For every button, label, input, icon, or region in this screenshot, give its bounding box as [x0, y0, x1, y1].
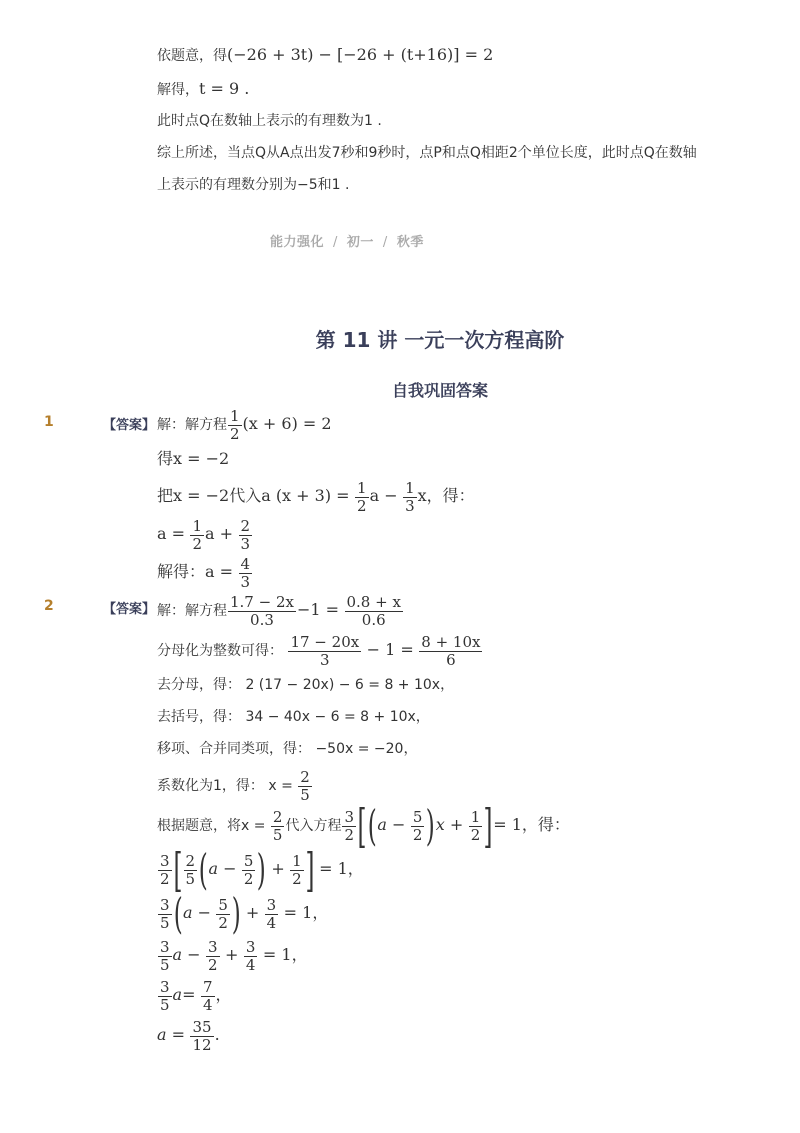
denominator: 2 — [230, 424, 240, 443]
numerator: 5 — [218, 895, 228, 914]
text-line: 上表示的有理数分别为−5和1 . — [157, 177, 350, 193]
denominator: 5 — [160, 995, 170, 1014]
numerator: 1 — [470, 807, 481, 826]
footer-course: 能力强化 — [270, 235, 325, 250]
math-expression: − 1 = — [366, 640, 414, 659]
text-line: 此时点Q在数轴上表示的有理数为1 . — [157, 113, 382, 129]
fraction — [184, 853, 198, 888]
math-expression: a = — [157, 1025, 186, 1044]
math-expression: + — [225, 945, 239, 964]
q2-line-6 — [157, 766, 313, 806]
separator: / — [382, 235, 388, 250]
fraction — [190, 518, 204, 553]
left-paren: ( — [198, 845, 208, 894]
math-expression: + — [271, 859, 285, 878]
fraction — [158, 853, 172, 888]
numerator: 3 — [344, 807, 355, 826]
q1-line-3 — [157, 476, 475, 516]
numerator: 35 — [192, 1017, 212, 1036]
fraction — [228, 408, 242, 443]
q2-line-11 — [157, 975, 232, 1015]
fraction — [158, 939, 172, 974]
denominator: 5 — [272, 825, 283, 844]
left-bracket: [ — [173, 843, 183, 897]
math-expression: = 1，得： — [493, 815, 570, 834]
denominator: 3 — [240, 534, 251, 553]
math-expression: a − — [208, 859, 237, 878]
math-expression: = 1， — [319, 859, 364, 878]
numerator: 3 — [160, 977, 170, 996]
denominator: 5 — [160, 955, 170, 974]
numerator: 3 — [160, 851, 170, 870]
fraction — [290, 853, 304, 888]
fraction — [158, 897, 172, 932]
fraction — [342, 809, 356, 844]
denominator: 0.6 — [361, 610, 386, 629]
section-subtitle: 自我巩固答案 — [391, 381, 488, 400]
numerator: 1 — [405, 478, 415, 497]
math-expression: 把x = −2代入a (x + 3) = — [157, 486, 350, 505]
left-bracket: [ — [357, 799, 367, 853]
denominator: 5 — [300, 785, 310, 804]
math-expression: x + — [435, 815, 464, 834]
math-expression: a= — [172, 985, 196, 1004]
math-expression: a − — [377, 815, 406, 834]
text: 代入方程 — [285, 818, 342, 834]
right-bracket: ] — [483, 799, 493, 853]
denominator: 2 — [208, 955, 218, 974]
q2-line-1 — [157, 590, 404, 630]
right-paren: ) — [257, 845, 267, 894]
question-number: 2 — [44, 598, 54, 614]
numerator: 3 — [245, 937, 256, 956]
numerator: 3 — [266, 895, 277, 914]
q2-line-9 — [157, 889, 329, 938]
q1-line-4 — [157, 514, 253, 554]
left-paren: ( — [173, 889, 183, 938]
numerator: 1.7 − 2x — [230, 592, 294, 611]
math-expression: t = 9 . — [199, 79, 250, 98]
denominator: 2 — [344, 825, 355, 844]
fraction — [228, 594, 296, 629]
math-expression: a − — [182, 903, 211, 922]
math-expression: = 1， — [262, 945, 308, 964]
question-number: 1 — [44, 414, 54, 430]
footer-grade: 初一 — [346, 235, 374, 250]
denominator: 2 — [243, 869, 254, 888]
q2-line-12 — [157, 1015, 220, 1055]
denominator: 0.3 — [250, 610, 274, 629]
denominator: 12 — [192, 1035, 212, 1054]
numerator: 7 — [202, 977, 213, 996]
denominator: 2 — [470, 825, 481, 844]
numerator: 17 − 20x — [290, 632, 360, 651]
denominator: 4 — [202, 995, 213, 1014]
page-footer — [270, 231, 424, 250]
math-expression: (x + 6) = 2 — [242, 414, 332, 433]
numerator: 1 — [357, 478, 367, 497]
numerator: 4 — [240, 554, 251, 573]
fraction — [345, 594, 403, 629]
math-expression: 解得：a = — [157, 562, 234, 581]
text: 依题意，得 — [157, 48, 227, 64]
answer-label: 【答案】 — [103, 418, 156, 433]
right-bracket: ] — [305, 843, 315, 897]
math-expression: x，得： — [417, 486, 475, 505]
fraction — [201, 979, 215, 1014]
fraction — [242, 853, 256, 888]
denominator: 2 — [160, 869, 170, 888]
footer-term: 秋季 — [396, 235, 424, 250]
fraction — [271, 809, 285, 844]
fraction — [216, 897, 230, 932]
q2-line-2 — [157, 630, 483, 670]
numerator: 5 — [412, 807, 423, 826]
denominator: 5 — [185, 869, 196, 888]
numerator: 2 — [240, 516, 251, 535]
math-expression: 得x = −2 — [157, 449, 230, 468]
fraction — [239, 556, 253, 591]
numerator: 1 — [230, 406, 240, 425]
text-line: 综上所述，当点Q从A点出发7秒和9秒时，点P和点Q相距2个单位长度，此时点Q在数轴 — [157, 145, 697, 161]
fraction — [298, 769, 312, 804]
q2-line-8 — [157, 843, 364, 897]
math-expression: a − — [369, 486, 398, 505]
numerator: 1 — [192, 516, 203, 535]
math-expression: −1 = — [296, 600, 340, 619]
numerator: 3 — [160, 937, 170, 956]
math-expression: ， — [215, 985, 232, 1004]
text: 解：解方程 — [157, 417, 227, 433]
math-expression: . — [214, 1025, 220, 1044]
numerator: 3 — [160, 895, 170, 914]
denominator: 5 — [160, 913, 170, 932]
math-expression: + — [245, 903, 260, 922]
q2-line-4: 去括号，得： 34 − 40x − 6 = 8 + 10x， — [157, 709, 430, 725]
text: 系数化为1，得： x = — [157, 778, 293, 794]
math-expression: = 1， — [283, 903, 329, 922]
text-line — [157, 40, 493, 70]
text: 分母化为整数可得： — [157, 643, 283, 659]
answer-label: 【答案】 — [103, 602, 156, 617]
denominator: 2 — [412, 825, 423, 844]
math-expression: a + — [205, 524, 234, 543]
denominator: 4 — [266, 913, 277, 932]
numerator: 1 — [292, 851, 302, 870]
denominator: 3 — [405, 496, 415, 515]
numerator: 2 — [300, 767, 310, 786]
numerator: 2 — [272, 807, 283, 826]
denominator: 2 — [357, 496, 367, 515]
fraction — [158, 979, 172, 1014]
fraction — [190, 1019, 213, 1054]
q2-line-3: 去分母，得： 2 (17 − 20x) − 6 = 8 + 10x， — [157, 677, 455, 693]
q2-line-5: 移项、合并同类项，得： −50x = −20， — [157, 741, 418, 757]
page-title: 第 11 讲 一元一次方程高阶 — [315, 328, 565, 352]
denominator: 3 — [320, 650, 330, 669]
denominator: 2 — [192, 534, 203, 553]
denominator: 3 — [240, 572, 251, 591]
q2-line-10 — [157, 935, 308, 975]
text: 解：解方程 — [157, 603, 227, 619]
fraction — [469, 809, 483, 844]
right-paren: ) — [231, 889, 241, 938]
math-expression: a = — [157, 524, 186, 543]
fraction — [419, 634, 482, 669]
fraction — [288, 634, 361, 669]
denominator: 2 — [218, 913, 228, 932]
text: 解得， — [157, 82, 199, 98]
numerator: 0.8 + x — [346, 592, 401, 611]
fraction — [206, 939, 220, 974]
text-line — [157, 74, 249, 104]
q1-line-2 — [157, 444, 229, 474]
separator: / — [333, 235, 338, 250]
numerator: 2 — [185, 851, 196, 870]
denominator: 2 — [292, 869, 302, 888]
right-paren: ) — [426, 801, 436, 850]
fraction — [403, 480, 417, 515]
denominator: 6 — [446, 650, 456, 669]
q1-line-5 — [157, 552, 253, 592]
numerator: 3 — [208, 937, 218, 956]
q1-line-1 — [157, 404, 332, 444]
fraction — [411, 809, 425, 844]
fraction — [355, 480, 369, 515]
fraction — [265, 897, 279, 932]
fraction — [239, 518, 253, 553]
text: 根据题意，将x = — [157, 818, 266, 834]
numerator: 8 + 10x — [421, 632, 481, 651]
left-paren: ( — [367, 801, 377, 850]
math-expression: a − — [172, 945, 201, 964]
q2-line-7 — [157, 799, 570, 853]
fraction — [244, 939, 258, 974]
denominator: 4 — [245, 955, 256, 974]
math-expression: (−26 + 3t) − [−26 + (t+16)] = 2 — [227, 45, 494, 64]
numerator: 5 — [243, 851, 254, 870]
